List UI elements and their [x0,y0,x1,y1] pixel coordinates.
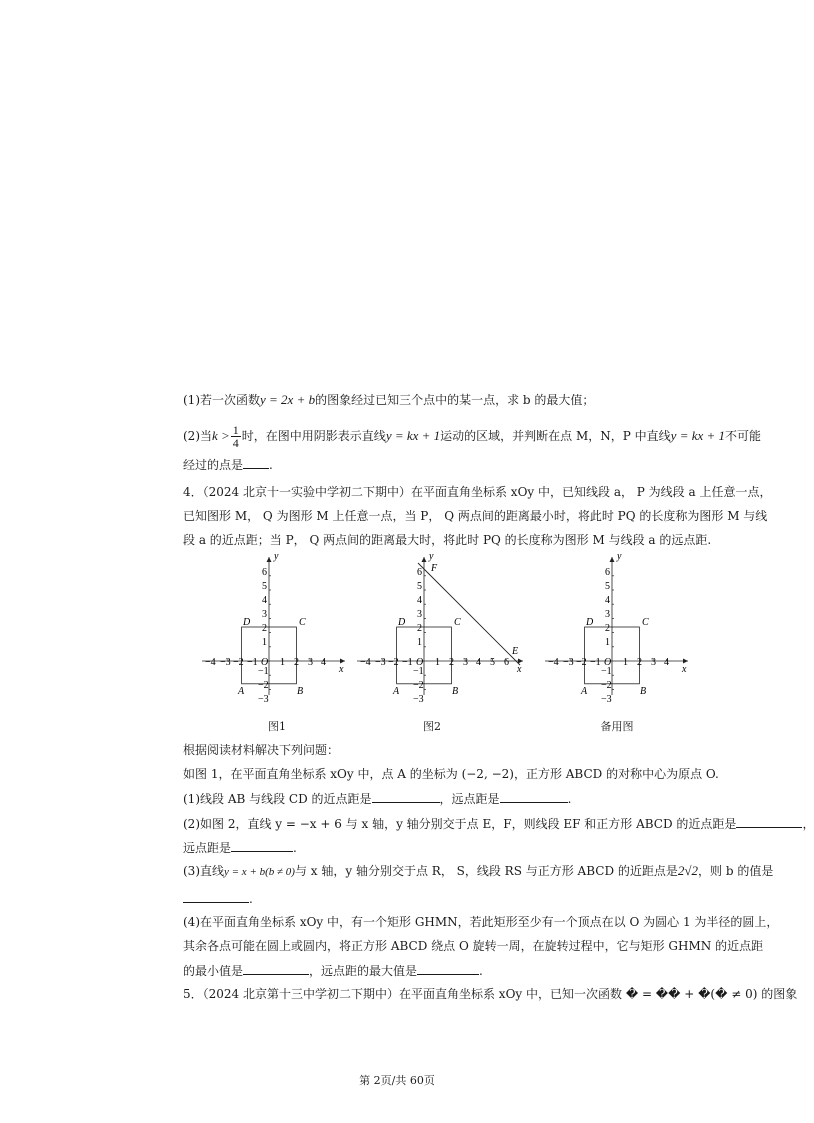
x-tick-label: −1 [590,657,601,668]
y-tick-label: −1 [601,666,612,677]
x-axis-label: x [339,664,344,675]
y-tick-label: −1 [258,666,269,677]
answer-blank[interactable] [183,890,249,903]
x-tick-label: 4 [321,657,326,668]
q4-part4-line2: 其余各点可能在圆上或圆内，将正方形 ABCD 绕点 O 旋转一周，在旋转过程中，它与矩形 GHMN 的近点距 [183,939,764,953]
q4-intro-1: 4．（2024 北京十一实验中学初二下期中）在平面直角坐标系 xOy 中，已知线段 a， P 为线段 a 上任意一点， [183,485,772,499]
q4-part2: (2)如图 2，直线 y = −x + 6 与 x 轴，y 轴分别交于点 E，F，则线段 EF 和正方形 ABCD 的近点距是 ， [183,817,814,831]
figure-1-graph [200,551,350,705]
x-axis-label: x [517,664,522,675]
origin-label: O [261,657,269,668]
q3-eq-linear: y = 2x + b [260,392,316,407]
x-tick-label: −2 [576,657,587,668]
point-b-label: B [297,686,304,697]
q4-intro-3: 段 a 的近点距；当 P， Q 两点间的距离最大时，将此时 PQ 的长度称为图形 M 与线段 a 的远点距. [183,533,712,547]
answer-blank[interactable] [372,790,440,803]
y-tick-label: 5 [605,581,610,592]
y-tick-label: 4 [605,595,610,606]
figure-backup [543,551,693,705]
y-tick-label: 2 [417,623,422,634]
q4-intro-2: 已知图形 M， Q 为图形 M 上任意一点，当 P， Q 两点间的距离最小时，将此时 PQ 的长度称为图形 M 与线 [183,509,768,523]
y-tick-label: 1 [262,637,267,648]
answer-blank[interactable] [243,456,269,469]
two-root-two: 2√2 [677,863,699,878]
y-tick-label: 1 [605,637,610,648]
y-tick-label: −3 [258,694,269,705]
y-axis-label: y [617,551,622,562]
point-b-label: B [452,686,459,697]
answer-blank[interactable] [231,839,293,852]
x-tick-label: 1 [280,657,285,668]
x-tick-label: −3 [375,657,386,668]
y-tick-label: −2 [413,680,424,691]
y-axis-arrow-icon [610,557,615,562]
x-tick-label: −4 [548,657,559,668]
point-c-label: C [454,617,461,628]
point-d-label: D [398,617,406,628]
x-tick-label: −2 [233,657,244,668]
y-tick-label: 4 [417,595,422,606]
x-tick-label: −3 [563,657,574,668]
y-tick-label: 6 [417,567,422,578]
x-axis-arrow-icon [683,659,688,664]
point-d-label: D [586,617,594,628]
point-a-label: A [581,686,588,697]
answer-blank[interactable] [500,790,568,803]
q4-part1: (1)线段 AB 与线段 CD 的近点距是 ，远点距是 . [183,792,572,806]
y-tick-label: 3 [605,609,610,620]
x-tick-label: 3 [651,657,656,668]
x-tick-label: 1 [435,657,440,668]
y-tick-label: −3 [601,694,612,705]
x-tick-label: −1 [247,657,258,668]
x-tick-label: 2 [294,657,299,668]
figure-2-graph [355,551,525,705]
y-axis-label: y [274,551,279,562]
q3-part2-cont: 经过的点是 . [183,458,273,472]
answer-blank[interactable] [736,815,802,828]
point-c-label: C [299,617,306,628]
fraction-one-quarter: $\frac{1}{4}$ [232,423,239,450]
point-f-label: F [431,563,438,574]
y-tick-label: 6 [262,567,267,578]
x-axis-label: x [682,664,687,675]
figure-backup-graph [543,551,693,705]
figure-2 [355,551,525,705]
y-axis-label: y [429,551,434,562]
q4-part3-cont: . [183,890,253,907]
y-axis-arrow-icon [267,557,272,562]
answer-blank[interactable] [243,962,309,975]
origin-label: O [416,657,424,668]
x-tick-label: 2 [449,657,454,668]
y-tick-label: −2 [601,680,612,691]
x-axis-arrow-icon [340,659,345,664]
x-tick-label: −1 [402,657,413,668]
x-tick-label: 4 [664,657,669,668]
figure-1-caption: 图1 [268,720,286,733]
y-tick-label: 2 [605,623,610,634]
x-tick-label: 4 [476,657,481,668]
y-tick-label: 5 [262,581,267,592]
x-tick-label: 3 [308,657,313,668]
x-tick-label: 2 [637,657,642,668]
y-axis-arrow-icon [422,557,427,562]
q5-intro: 5．（2024 北京第十三中学初二下期中）在平面直角坐标系 xOy 中，已知一次函数 � = �� + �(� ≠ 0) 的图象 [183,987,798,1001]
q4-part4-line1: (4)在平面直角坐标系 xOy 中，有一个矩形 GHMN，若此矩形至少有一个顶点在以 O 为圆心 1 为半径的圆上， [183,915,779,929]
q4-read-prompt: 根据阅读材料解决下列问题： [183,743,340,757]
y-tick-label: 2 [262,623,267,634]
figure-1 [200,551,350,705]
y-tick-label: −2 [258,680,269,691]
line-ef [418,563,520,665]
q3-part1: (1)若一次函数y = 2x + b的图象经过已知三个点中的某一点，求 b 的最大值； [183,392,595,407]
answer-blank[interactable] [417,962,479,975]
y-tick-label: 6 [605,567,610,578]
q4-part4-line3: 的最小值是 ，远点距的最大值是 . [183,964,483,978]
x-tick-label: 6 [504,657,509,668]
origin-label: O [604,657,612,668]
x-tick-label: −2 [388,657,399,668]
x-tick-label: 3 [463,657,468,668]
y-tick-label: −1 [413,666,424,677]
q3-part2: (2)当k > $\frac{1}{4}$ 时，在图中用阴影表示直线y = kx + 1运动的区域，并判断在点 M，N，P 中直线y = kx + 1不可能 [183,423,762,450]
point-b-label: B [640,686,647,697]
point-a-label: A [238,686,245,697]
y-tick-label: 1 [417,637,422,648]
point-a-label: A [393,686,400,697]
point-d-label: D [243,617,251,628]
x-tick-label: 5 [490,657,495,668]
y-tick-label: 3 [417,609,422,620]
point-c-label: C [642,617,649,628]
q4-part3: (3)直线y = x + b(b ≠ 0)与 x 轴，y 轴分别交于点 R， S，线段 RS 与正方形 ABCD 的近距点是2√2，则 b 的值是 [183,863,774,878]
q4-given: 如图 1，在平面直角坐标系 xOy 中，点 A 的坐标为 (−2, −2)，正方形 ABCD 的对称中心为原点 O. [183,767,719,781]
figure-backup-caption: 备用图 [600,720,634,733]
x-tick-label: −4 [205,657,216,668]
figure-2-caption: 图2 [423,720,441,733]
y-tick-label: 3 [262,609,267,620]
y-tick-label: 4 [262,595,267,606]
page-footer: 第 2页/共 60页 [359,1074,435,1087]
point-e-label: E [512,646,519,657]
x-axis-arrow-icon [518,659,523,664]
y-tick-label: −3 [413,694,424,705]
y-tick-label: 5 [417,581,422,592]
q4-part2-cont: 远点距是 . [183,841,297,855]
x-tick-label: −3 [220,657,231,668]
x-tick-label: −4 [360,657,371,668]
x-tick-label: 1 [623,657,628,668]
